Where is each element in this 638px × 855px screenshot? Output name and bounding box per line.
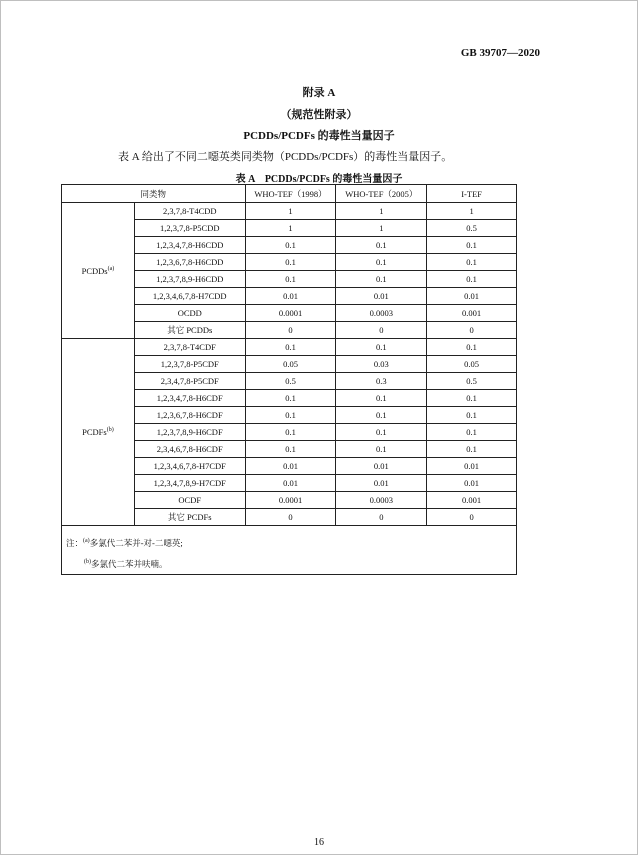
who-1998-cell: 0.0001 — [245, 492, 336, 509]
who-2005-cell: 0.1 — [336, 390, 427, 407]
i-tef-cell: 0.1 — [427, 254, 517, 271]
who-1998-cell: 1 — [245, 203, 336, 220]
group-label — [62, 339, 135, 526]
who-1998-cell: 0.05 — [245, 356, 336, 373]
congener-cell: 1,2,3,4,7,8-H6CDD — [134, 237, 245, 254]
who-1998-cell: 0.01 — [245, 458, 336, 475]
who-2005-cell: 0 — [336, 509, 427, 526]
who-2005-cell: 0.3 — [336, 373, 427, 390]
who-2005-cell: 0.1 — [336, 424, 427, 441]
who-1998-cell: 0.1 — [245, 424, 336, 441]
i-tef-cell: 0.01 — [427, 475, 517, 492]
congener-cell: 1,2,3,6,7,8-H6CDF — [134, 407, 245, 424]
note-b-mark: (b) — [84, 558, 91, 565]
who-1998-cell: 0 — [245, 322, 336, 339]
notes-row — [62, 526, 517, 575]
table-title: 表 A PCDDs/PCDFs 的毒性当量因子 — [235, 174, 403, 185]
who-2005-cell: 0.1 — [336, 271, 427, 288]
tef-table — [61, 184, 517, 575]
i-tef-cell: 0.05 — [427, 356, 517, 373]
congener-cell: 2,3,4,6,7,8-H6CDF — [134, 441, 245, 458]
i-tef-cell: 0.1 — [427, 407, 517, 424]
who-1998-cell: 0.01 — [245, 475, 336, 492]
who-1998-cell: 0.1 — [245, 339, 336, 356]
who-2005-cell: 0.01 — [336, 458, 427, 475]
who-2005-cell: 0.0003 — [336, 492, 427, 509]
who-2005-cell: 1 — [336, 220, 427, 237]
congener-cell: OCDF — [134, 492, 245, 509]
i-tef-cell: 0.1 — [427, 424, 517, 441]
congener-cell: 其它 PCDDs — [134, 322, 245, 339]
who-2005-cell: 0.1 — [336, 407, 427, 424]
note-a-mark: (a) — [83, 538, 90, 544]
note-mark: (a) — [107, 265, 115, 272]
who-1998-cell: 0.1 — [245, 441, 336, 458]
note-a — [66, 532, 516, 553]
congener-cell: 1,2,3,4,6,7,8-H7CDF — [134, 458, 245, 475]
note-b — [66, 553, 516, 574]
note-mark: (b) — [106, 427, 114, 434]
i-tef-cell: 0.1 — [427, 237, 517, 254]
who-2005-cell: 0.01 — [336, 288, 427, 305]
congener-cell: 1,2,3,4,7,8-H6CDF — [134, 390, 245, 407]
notes-cell — [62, 526, 517, 575]
page-number: 16 — [314, 837, 324, 848]
who-1998-cell: 0.5 — [245, 373, 336, 390]
who-1998-cell: 0.1 — [245, 390, 336, 407]
i-tef-cell: 0 — [427, 509, 517, 526]
group-name: PCDFs — [82, 427, 107, 437]
i-tef-cell: 0.1 — [427, 271, 517, 288]
congener-cell: OCDD — [134, 305, 245, 322]
annex-name: PCDDs/PCDFs 的毒性当量因子 — [243, 130, 395, 142]
header-congener: 同类物 — [62, 185, 246, 203]
who-2005-cell: 1 — [336, 203, 427, 220]
who-2005-cell: 0 — [336, 322, 427, 339]
standard-number: GB 39707—2020 — [460, 47, 540, 59]
header-who-2005: WHO-TEF（2005） — [336, 185, 427, 203]
i-tef-cell: 0.1 — [427, 390, 517, 407]
group-name: PCDDs — [81, 265, 108, 276]
note-prefix: 注： — [66, 537, 84, 548]
i-tef-cell: 0.001 — [427, 492, 517, 509]
intro-paragraph: 表 A 给出了不同二噁英类同类物（PCDDs/PCDFs）的毒性当量因子。 — [118, 151, 453, 163]
who-1998-cell: 0.1 — [245, 254, 336, 271]
congener-cell: 1,2,3,7,8-P5CDF — [134, 356, 245, 373]
who-2005-cell: 0.1 — [336, 237, 427, 254]
who-1998-cell: 0 — [245, 509, 336, 526]
who-2005-cell: 0.1 — [336, 441, 427, 458]
annex-title: 附录 A — [302, 87, 336, 99]
i-tef-cell: 0 — [427, 322, 517, 339]
table-header-row — [62, 185, 517, 203]
who-1998-cell: 0.1 — [245, 237, 336, 254]
who-2005-cell: 0.03 — [336, 356, 427, 373]
i-tef-cell: 0.01 — [427, 288, 517, 305]
annex-subtitle: （规范性附录） — [280, 109, 358, 121]
table-row — [62, 203, 517, 220]
i-tef-cell: 1 — [427, 203, 517, 220]
congener-cell: 2,3,7,8-T4CDF — [134, 339, 245, 356]
header-who-1998: WHO-TEF（1998） — [245, 185, 336, 203]
note-b-text: 多氯代二苯并呋喃。 — [91, 558, 168, 569]
header-i-tef: I-TEF — [427, 185, 517, 203]
i-tef-cell: 0.5 — [427, 220, 517, 237]
i-tef-cell: 0.1 — [427, 339, 517, 356]
congener-cell: 1,2,3,4,7,8,9-H7CDF — [134, 475, 245, 492]
i-tef-cell: 0.001 — [427, 305, 517, 322]
i-tef-cell: 0.1 — [427, 441, 517, 458]
who-2005-cell: 0.01 — [336, 475, 427, 492]
who-1998-cell: 0.0001 — [245, 305, 336, 322]
who-1998-cell: 0.1 — [245, 407, 336, 424]
congener-cell: 2,3,7,8-T4CDD — [134, 203, 245, 220]
who-2005-cell: 0.1 — [336, 254, 427, 271]
i-tef-cell: 0.01 — [427, 458, 517, 475]
note-a-text: 多氯代二苯并-对-二噁英; — [89, 537, 183, 548]
congener-cell: 1,2,3,7,8-P5CDD — [134, 220, 245, 237]
congener-cell: 其它 PCDFs — [134, 509, 245, 526]
who-1998-cell: 0.01 — [245, 288, 336, 305]
congener-cell: 1,2,3,6,7,8-H6CDD — [134, 254, 245, 271]
congener-cell: 2,3,4,7,8-P5CDF — [134, 373, 245, 390]
congener-cell: 1,2,3,7,8,9-H6CDD — [134, 271, 245, 288]
who-2005-cell: 0.0003 — [336, 305, 427, 322]
who-1998-cell: 0.1 — [245, 271, 336, 288]
congener-cell: 1,2,3,4,6,7,8-H7CDD — [134, 288, 245, 305]
who-1998-cell: 1 — [245, 220, 336, 237]
congener-cell: 1,2,3,7,8,9-H6CDF — [134, 424, 245, 441]
table-row — [62, 339, 517, 356]
i-tef-cell: 0.5 — [427, 373, 517, 390]
who-2005-cell: 0.1 — [336, 339, 427, 356]
group-label — [62, 203, 135, 339]
